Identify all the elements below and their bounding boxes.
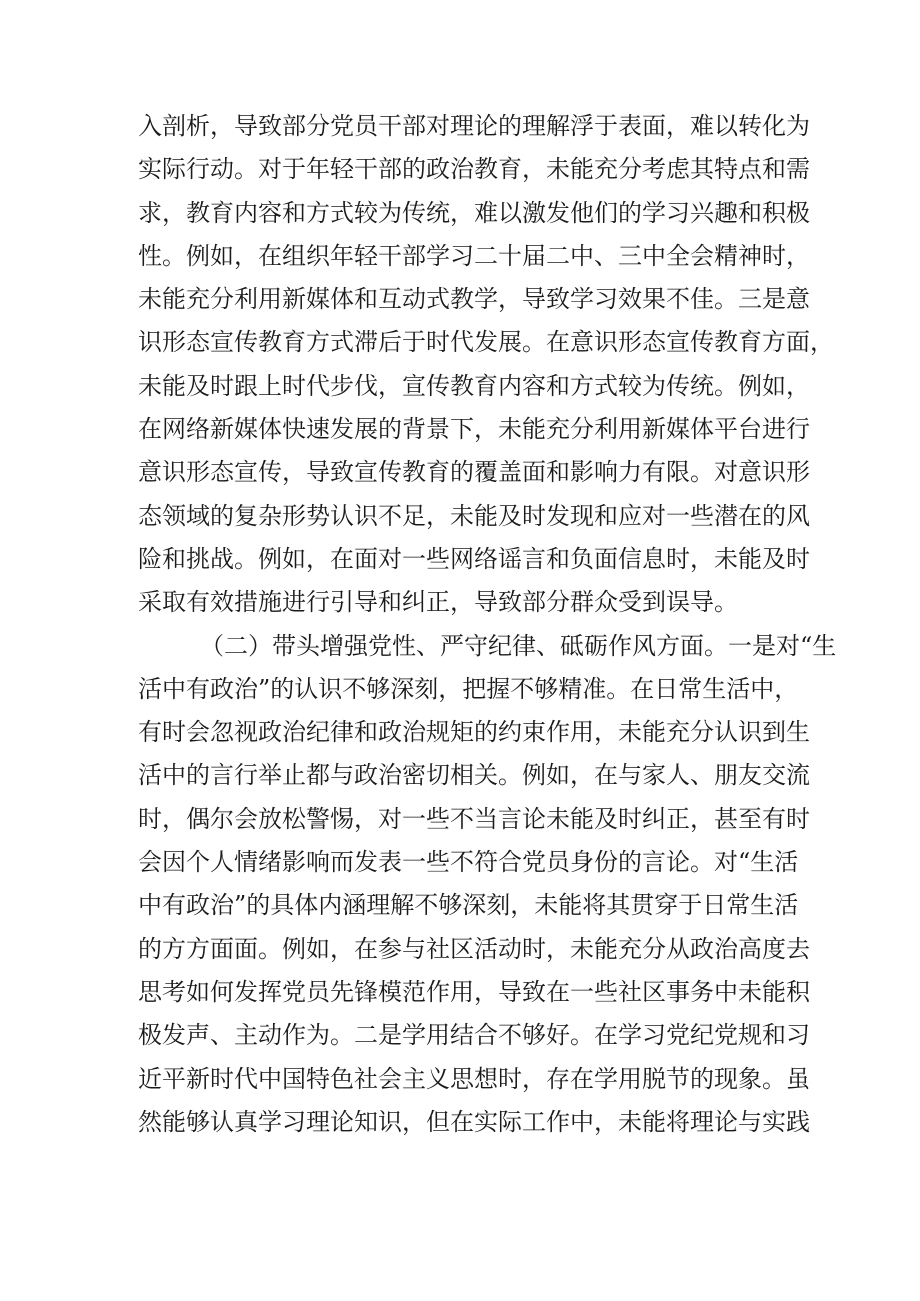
text-line-10: 态领域的复杂形势认识不足，未能及时发现和应对一些潜在的风 xyxy=(138,501,810,530)
text-line-17: 时，偶尔会放松警惕，对一些不当言论未能及时纠正，甚至有时 xyxy=(138,804,810,833)
text-line-11: 险和挑战。例如，在面对一些网络谣言和负面信息时，未能及时 xyxy=(138,544,810,573)
text-line-12: 采取有效措施进行引导和纠正，导致部分群众受到误导。 xyxy=(138,588,738,617)
document-body xyxy=(138,105,837,1144)
text-line-20: 的方方面面。例如，在参与社区活动时，未能充分从政治高度去 xyxy=(138,934,810,963)
text-line-4: 性。例如，在组织年轻干部学习二十届二中、三中全会精神时， xyxy=(138,241,810,270)
text-line-23: 近平新时代中国特色社会主义思想时，存在学用脱节的现象。虽 xyxy=(138,1064,810,1093)
text-line-5: 未能充分利用新媒体和互动式教学，导致学习效果不佳。三是意 xyxy=(138,285,810,314)
text-line-16: 活中的言行举止都与政治密切相关。例如，在与家人、朋友交流 xyxy=(138,761,810,790)
text-line-1: 入剖析，导致部分党员干部对理论的理解浮于表面，难以转化为 xyxy=(138,112,810,140)
text-line-8: 在网络新媒体快速发展的背景下，未能充分利用新媒体平台进行 xyxy=(138,415,810,444)
text-line-2: 实际行动。对于年轻干部的政治教育，未能充分考虑其特点和需 xyxy=(138,155,810,184)
text-line-22: 极发声、主动作为。二是学用结合不够好。在学习党纪党规和习 xyxy=(138,1021,810,1050)
section-heading-line: （二）带头增强党性、严守纪律、砥砺作风方面。一是对“生 xyxy=(200,631,837,660)
text-line-21: 思考如何发挥党员先锋模范作用，导致在一些社区事务中未能积 xyxy=(138,977,810,1006)
text-line-6: 识形态宣传教育方式滞后于时代发展。在意识形态宣传教育方面， xyxy=(138,328,834,357)
text-line-7: 未能及时跟上时代步伐，宣传教育内容和方式较为传统。例如， xyxy=(138,371,810,400)
text-line-3: 求，教育内容和方式较为传统，难以激发他们的学习兴趣和积极 xyxy=(138,198,810,227)
text-line-9: 意识形态宣传，导致宣传教育的覆盖面和影响力有限。对意识形 xyxy=(138,458,810,487)
text-line-14: 活中有政治”的认识不够深刻，把握不够精准。在日常生活中， xyxy=(138,674,799,703)
text-line-18: 会因个人情绪影响而发表一些不符合党员身份的言论。对“生活 xyxy=(138,848,799,877)
text-line-24: 然能够认真学习理论知识，但在实际工作中，未能将理论与实践 xyxy=(138,1107,810,1136)
text-line-15: 有时会忽视政治纪律和政治规矩的约束作用，未能充分认识到生 xyxy=(138,718,810,747)
text-line-19: 中有政治”的具体内涵理解不够深刻，未能将其贯穿于日常生活 xyxy=(138,891,799,920)
